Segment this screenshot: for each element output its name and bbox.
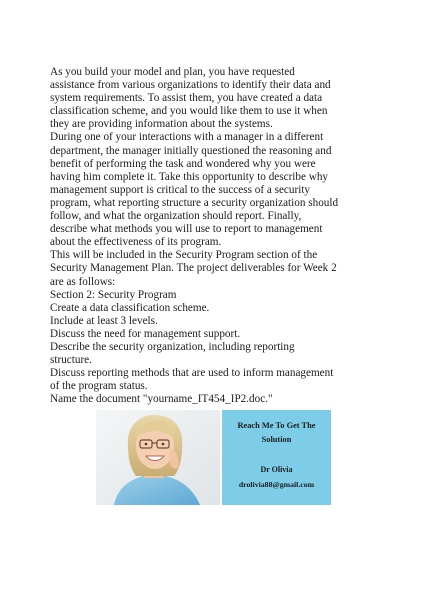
text-line: Security Management Plan. The project deliverables for Week 2 (50, 262, 337, 275)
text-line: program, what reporting structure a security organization should (50, 196, 339, 209)
text-line: are as follows: (50, 275, 116, 288)
naming-instruction (50, 393, 395, 406)
text-line: they are providing information about the systems. (50, 118, 273, 131)
text-line: describe what methods you will use to report to management (50, 223, 323, 236)
text-line: management support is critical to the success of a security (50, 183, 311, 196)
task-item (50, 341, 395, 367)
text-line: having him complete it. Take this opportunity to describe why (50, 170, 329, 183)
text-line: assistance from various organizations to identify their data and (50, 79, 331, 92)
ad-headline-line1: Reach Me To Get The (237, 421, 316, 430)
text-line: follow, and what the organization should report. Finally, (50, 210, 302, 223)
task-item (50, 315, 395, 328)
text-line: system requirements. To assist them, you have created a data (50, 92, 323, 105)
contact-ad-banner[interactable] (96, 410, 331, 505)
text-line: Discuss the need for management support. (50, 327, 241, 340)
text-line: benefit of performing the task and wondered why you were (50, 157, 316, 170)
text-line: Create a data classification scheme. (50, 301, 210, 314)
text-line: Section 2: Security Program (50, 288, 177, 301)
text-line: of the program status. (50, 380, 148, 393)
text-line: Discuss reporting methods that are used to inform management (50, 367, 334, 380)
text-line: Include at least 3 levels. (50, 314, 158, 327)
ad-headline (222, 419, 331, 447)
text-line: Describe the security organization, including reporting (50, 340, 295, 353)
task-item (50, 367, 395, 393)
text-line: Name the document "yourname_IT454_IP2.doc." (50, 393, 273, 406)
document-body (50, 66, 395, 406)
text-line: This will be included in the Security Program section of the (50, 249, 318, 262)
paragraph-deliverables (50, 249, 395, 288)
task-item (50, 328, 395, 341)
text-line: department, the manager initially questioned the reasoning and (50, 144, 332, 157)
contact-info-box[interactable] (222, 410, 331, 505)
text-line: about the effectiveness of its program. (50, 236, 222, 249)
text-line: During one of your interactions with a manager in a different (50, 131, 324, 144)
text-line: classification scheme, and you would like them to use it when (50, 105, 328, 118)
woman-photo (96, 410, 220, 505)
text-line: structure. (50, 354, 92, 367)
ad-contact-email[interactable]: drolivia88@gmail.com (238, 480, 315, 489)
paragraph-manager (50, 131, 395, 249)
text-line: As you build your model and plan, you have requested (50, 66, 295, 78)
task-item (50, 302, 395, 315)
paragraph-intro (50, 66, 395, 131)
section-heading (50, 289, 395, 302)
ad-headline-line2: Solution (261, 435, 292, 444)
ad-contact-name: Dr Olivia (260, 465, 293, 474)
